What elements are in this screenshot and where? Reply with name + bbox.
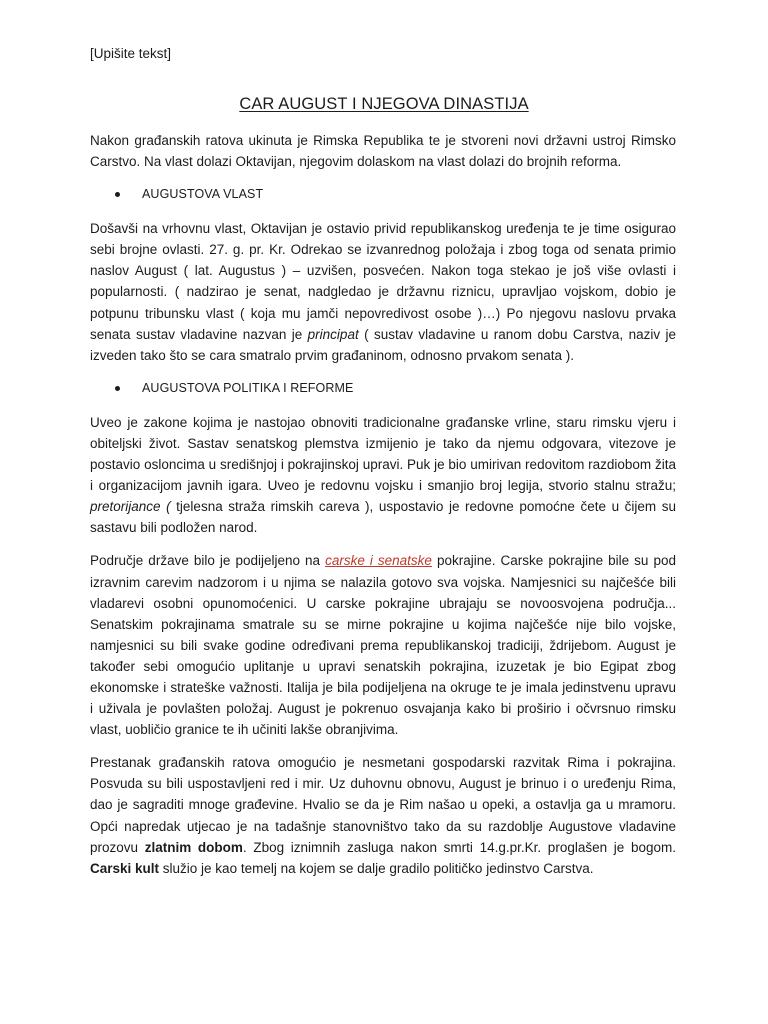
text-run: Uveo je zakone kojima je nastojao obnoviti tradicionalne građanske vrline, staru rimsku vjeru i obiteljski život. Sastav senatskog plemstva izmijenio je tako da njemu odgovara, vitezove je postavio osloncima u središnjoj i pokrajinskoj upravi. Puk je bio umirivan redovitom razdiobom žita i organizacijom javnih igara. Uveo je redovnu vojsku i smanjio broj legija, stvorio stalnu stražu;: [90, 414, 676, 494]
intro-paragraph: Nakon građanskih ratova ukinuta je Rimska Republika te je stvoreni novi državni ustroj Rimsko Carstvo. Na vlast dolazi Oktavijan, njegovim dolaskom na vlast dolazi do brojnih reforma.: [90, 133, 676, 170]
bullet-icon: [115, 192, 120, 197]
italic-term-pretorijance: pretorijance (: [90, 499, 171, 515]
text-run: pokrajine. Carske pokrajine bile su pod izravnim carevim nadzorom i u njima se nalazila gotovo sva vojska. Namjesnici su najčešće bili vladarevi osobni opunomoćenici. U carske pokrajine ubrajaju se novoosvojena područja... Senatskim pokrajinama smatrale su se mirne pokrajine u kojima najčešće nije bilo vojske, namjesnici su bili svake godine određivani prema republikanskoj tradiciji, ždrijebom. August je također sebi omogućio uplitanje u upravi senatskih pokrajina, izuzetak je bio Egipat zbog ekonomske i strateške važnosti. Italija je bila podijeljena na okruge te je imala jedinstvenu upravu i uživala je povlašten položaj. August je pokrenuo osvajanja kako bi proširio i očvrsnuo rimsku vlast, uobličio granice te ih učiniti lakše obranjivima.: [90, 553, 676, 738]
bold-term-zlatno-doba: zlatnim dobom: [144, 839, 243, 855]
text-run: ( sustav vladavine u ranom dobu Carstva, naziv je izveden tako što se cara smatralo prvim građaninom, odnosno prvakom senata ).: [90, 326, 676, 363]
paragraph-gospodarstvo: [90, 752, 676, 879]
header-placeholder[interactable]: [Upišite tekst]: [90, 46, 172, 61]
text-run: Područje države bilo je podijeljeno na: [90, 553, 326, 569]
section-heading-label: AUGUSTOVA VLAST: [142, 187, 264, 202]
section-heading-augustova-vlast: [90, 184, 676, 205]
paragraph-pokrajine: [90, 550, 676, 740]
paragraph-augustova-vlast: [90, 218, 676, 366]
link-carske-i-senatske[interactable]: carske i senatske: [325, 553, 432, 569]
document-title: CAR AUGUST I NJEGOVA DINASTIJA: [239, 95, 529, 113]
text-run: služio je kao temelj na kojem se dalje gradilo političko jedinstvo Carstva.: [159, 860, 594, 876]
text-run: tjelesna straža rimskih careva ), uspostavio je redovne pomoćne čete u čijem su sastavu bili podložen narod.: [90, 499, 676, 536]
section-heading-politika-reforme: [90, 378, 676, 399]
bold-term-carski-kult: Carski kult: [90, 860, 160, 876]
document-body: [90, 130, 676, 891]
text-run: Došavši na vrhovnu vlast, Oktavijan je ostavio privid republikanskog uređenja te je time osigurao sebi brojne ovlasti. 27. g. pr. Kr. Odrekao se izvanrednog položaja i zbog toga od senata primio naslov August ( lat. Augustus ) – uzvišen, posvećen. Nakon toga stekao je još više ovlasti i popularnosti. ( nadzirao je senat, nadgledao je državnu riznicu, upravljao vojskom, dobio je potpunu tribunsku vlast ( koja mu jamči nepovredivost osobe )…) Po njegovu naslovu prvaka senata sustav vladavine nazvan je: [90, 221, 676, 342]
italic-term-principat: principat: [307, 326, 359, 342]
bullet-icon: [115, 386, 120, 391]
text-run: Prestanak građanskih ratova omogućio je nesmetani gospodarski razvitak Rima i pokrajina. Posvuda su bili uspostavljeni red i mir. Uz duhovnu obnovu, August je brinuo i o uređenju Rima, dao je sagraditi mnoge građevine. Hvalio se da je Rim našao u opeki, a ostavlja ga u mramoru. Opći napredak utjecao je na tadašnje stanovništvo tako da su razdoblje Augustove vladavine prozovu: [90, 755, 676, 855]
text-run: . Zbog iznimnih zasluga nakon smrti 14.g.pr.Kr. proglašen je bogom.: [242, 839, 677, 855]
paragraph-reforme: [90, 412, 676, 539]
section-heading-label: AUGUSTOVA POLITIKA I REFORME: [142, 380, 354, 395]
